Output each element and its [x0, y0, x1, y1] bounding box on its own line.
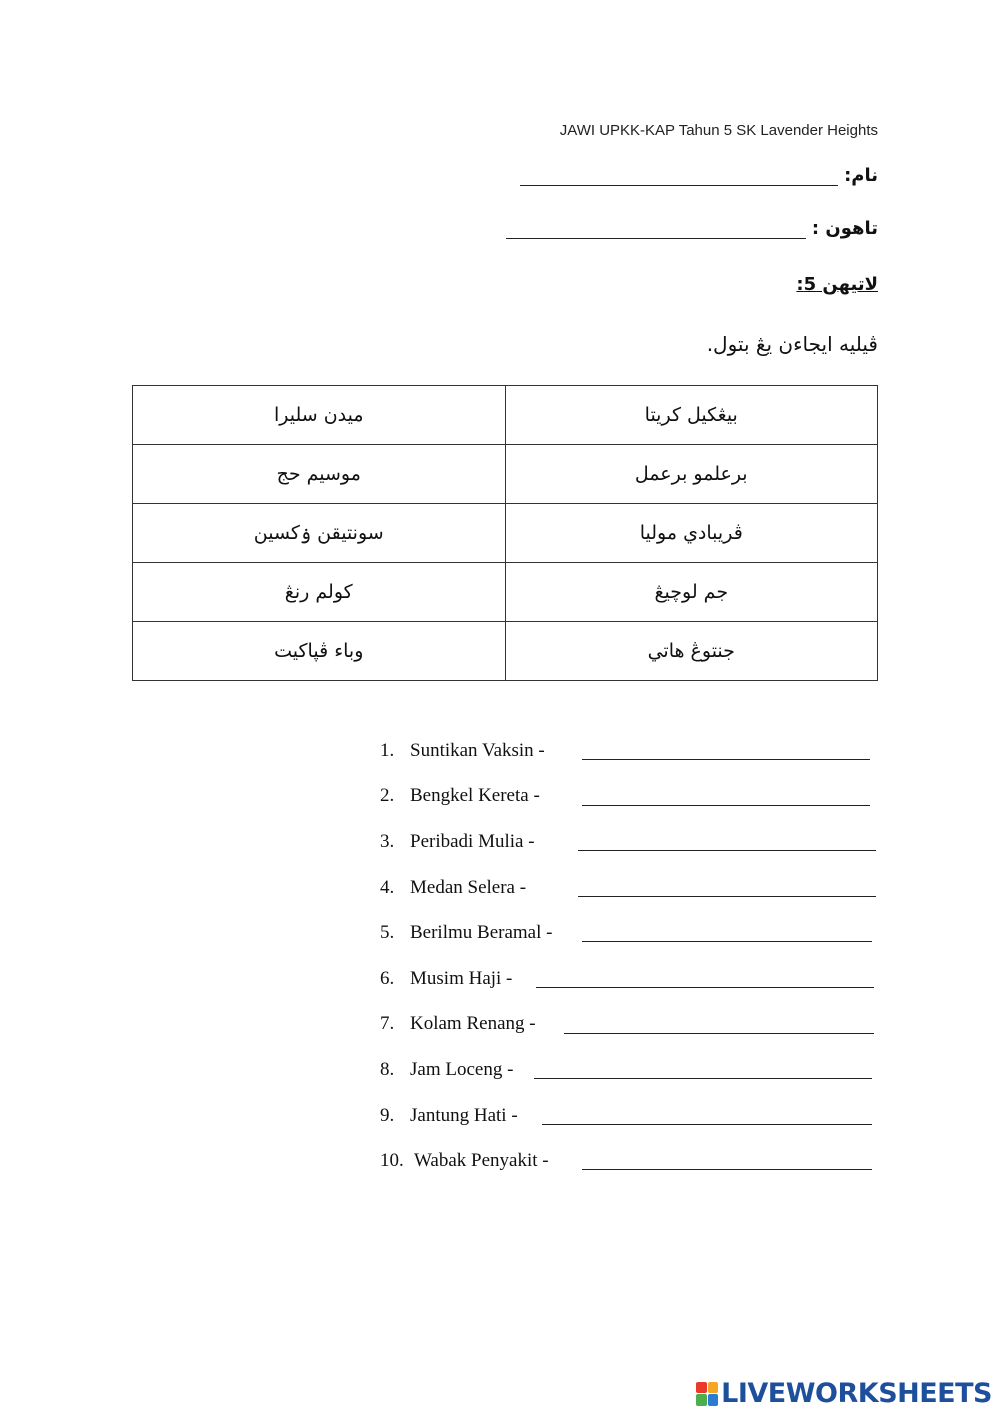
table-cell-right: برعلمو برعمل: [505, 445, 878, 504]
question-item: [380, 1047, 880, 1093]
year-field-row: [506, 218, 878, 239]
question-text: Berilmu Beramal -: [410, 922, 553, 944]
table-cell-left: موسيم حج: [133, 445, 506, 504]
question-item: [380, 774, 880, 820]
question-text: Medan Selera -: [410, 876, 527, 898]
table-cell-right: جنتوڠ هاتي: [505, 622, 878, 681]
logo-text: LIVEWORKSHEETS: [721, 1378, 992, 1409]
answer-line[interactable]: [582, 1169, 872, 1170]
question-item: [380, 1002, 880, 1048]
liveworksheets-logo-icon: [696, 1382, 718, 1406]
table-row: [133, 563, 878, 622]
answer-line[interactable]: [578, 896, 876, 897]
question-number: 2.: [380, 785, 395, 807]
table-cell-right: ڤريبادي موليا: [505, 504, 878, 563]
logo-square-icon: [696, 1382, 707, 1394]
question-text: Musim Haji -: [410, 967, 513, 989]
question-item: [380, 1138, 880, 1184]
table-row: [133, 445, 878, 504]
instruction-text: ڤيليه ايجاءن يڠ بتول.: [706, 332, 878, 356]
liveworksheets-logo: [696, 1378, 992, 1409]
question-text: Suntikan Vaksin -: [410, 739, 545, 761]
question-text: Bengkel Kereta -: [410, 785, 540, 807]
question-number: 5.: [380, 922, 395, 944]
table-cell-left: سونتيقن ۏكسين: [133, 504, 506, 563]
question-item: [380, 819, 880, 865]
question-text: Jam Loceng -: [410, 1058, 514, 1080]
question-list: [380, 728, 880, 1184]
table-row: [133, 622, 878, 681]
question-number: 9.: [380, 1104, 395, 1126]
question-item: [380, 1093, 880, 1139]
question-item: [380, 956, 880, 1002]
answer-line[interactable]: [536, 987, 874, 988]
answer-line[interactable]: [534, 1078, 872, 1079]
answer-line[interactable]: [542, 1124, 872, 1125]
question-item: [380, 865, 880, 911]
table-cell-left: وباء ڤڽاكيت: [133, 622, 506, 681]
exercise-title: لاتيهن 5:: [796, 274, 878, 295]
question-item: [380, 910, 880, 956]
table-row: [133, 386, 878, 445]
question-number: 8.: [380, 1058, 395, 1080]
question-number: 6.: [380, 967, 395, 989]
question-text: Jantung Hati -: [410, 1104, 518, 1126]
question-text: Wabak Penyakit -: [414, 1150, 549, 1172]
question-item: [380, 728, 880, 774]
question-text: Peribadi Mulia -: [410, 830, 535, 852]
question-number: 1.: [380, 739, 395, 761]
question-number: 3.: [380, 830, 395, 852]
logo-square-icon: [696, 1394, 707, 1406]
table-cell-left: كولم رنڠ: [133, 563, 506, 622]
table-cell-left: ميدن سليرا: [133, 386, 506, 445]
table-row: [133, 504, 878, 563]
table-cell-right: جم لوچيڠ: [505, 563, 878, 622]
year-answer-line[interactable]: [506, 224, 806, 239]
logo-square-icon: [708, 1394, 719, 1406]
question-text: Kolam Renang -: [410, 1013, 536, 1035]
name-label: نام:: [844, 165, 878, 186]
answer-line[interactable]: [582, 805, 870, 806]
jawi-word-table: [132, 385, 878, 681]
answer-line[interactable]: [582, 941, 872, 942]
table-cell-right: بيڠكيل كريتا: [505, 386, 878, 445]
logo-square-icon: [708, 1382, 719, 1394]
question-number: 7.: [380, 1013, 395, 1035]
worksheet-header: JAWI UPKK-KAP Tahun 5 SK Lavender Heights: [559, 122, 878, 139]
name-answer-line[interactable]: [520, 171, 838, 186]
answer-line[interactable]: [564, 1033, 874, 1034]
question-number: 10.: [380, 1150, 404, 1172]
name-field-row: [520, 165, 878, 186]
answer-line[interactable]: [578, 850, 876, 851]
answer-line[interactable]: [582, 759, 870, 760]
year-label: تاهون :: [811, 218, 878, 239]
question-number: 4.: [380, 876, 395, 898]
